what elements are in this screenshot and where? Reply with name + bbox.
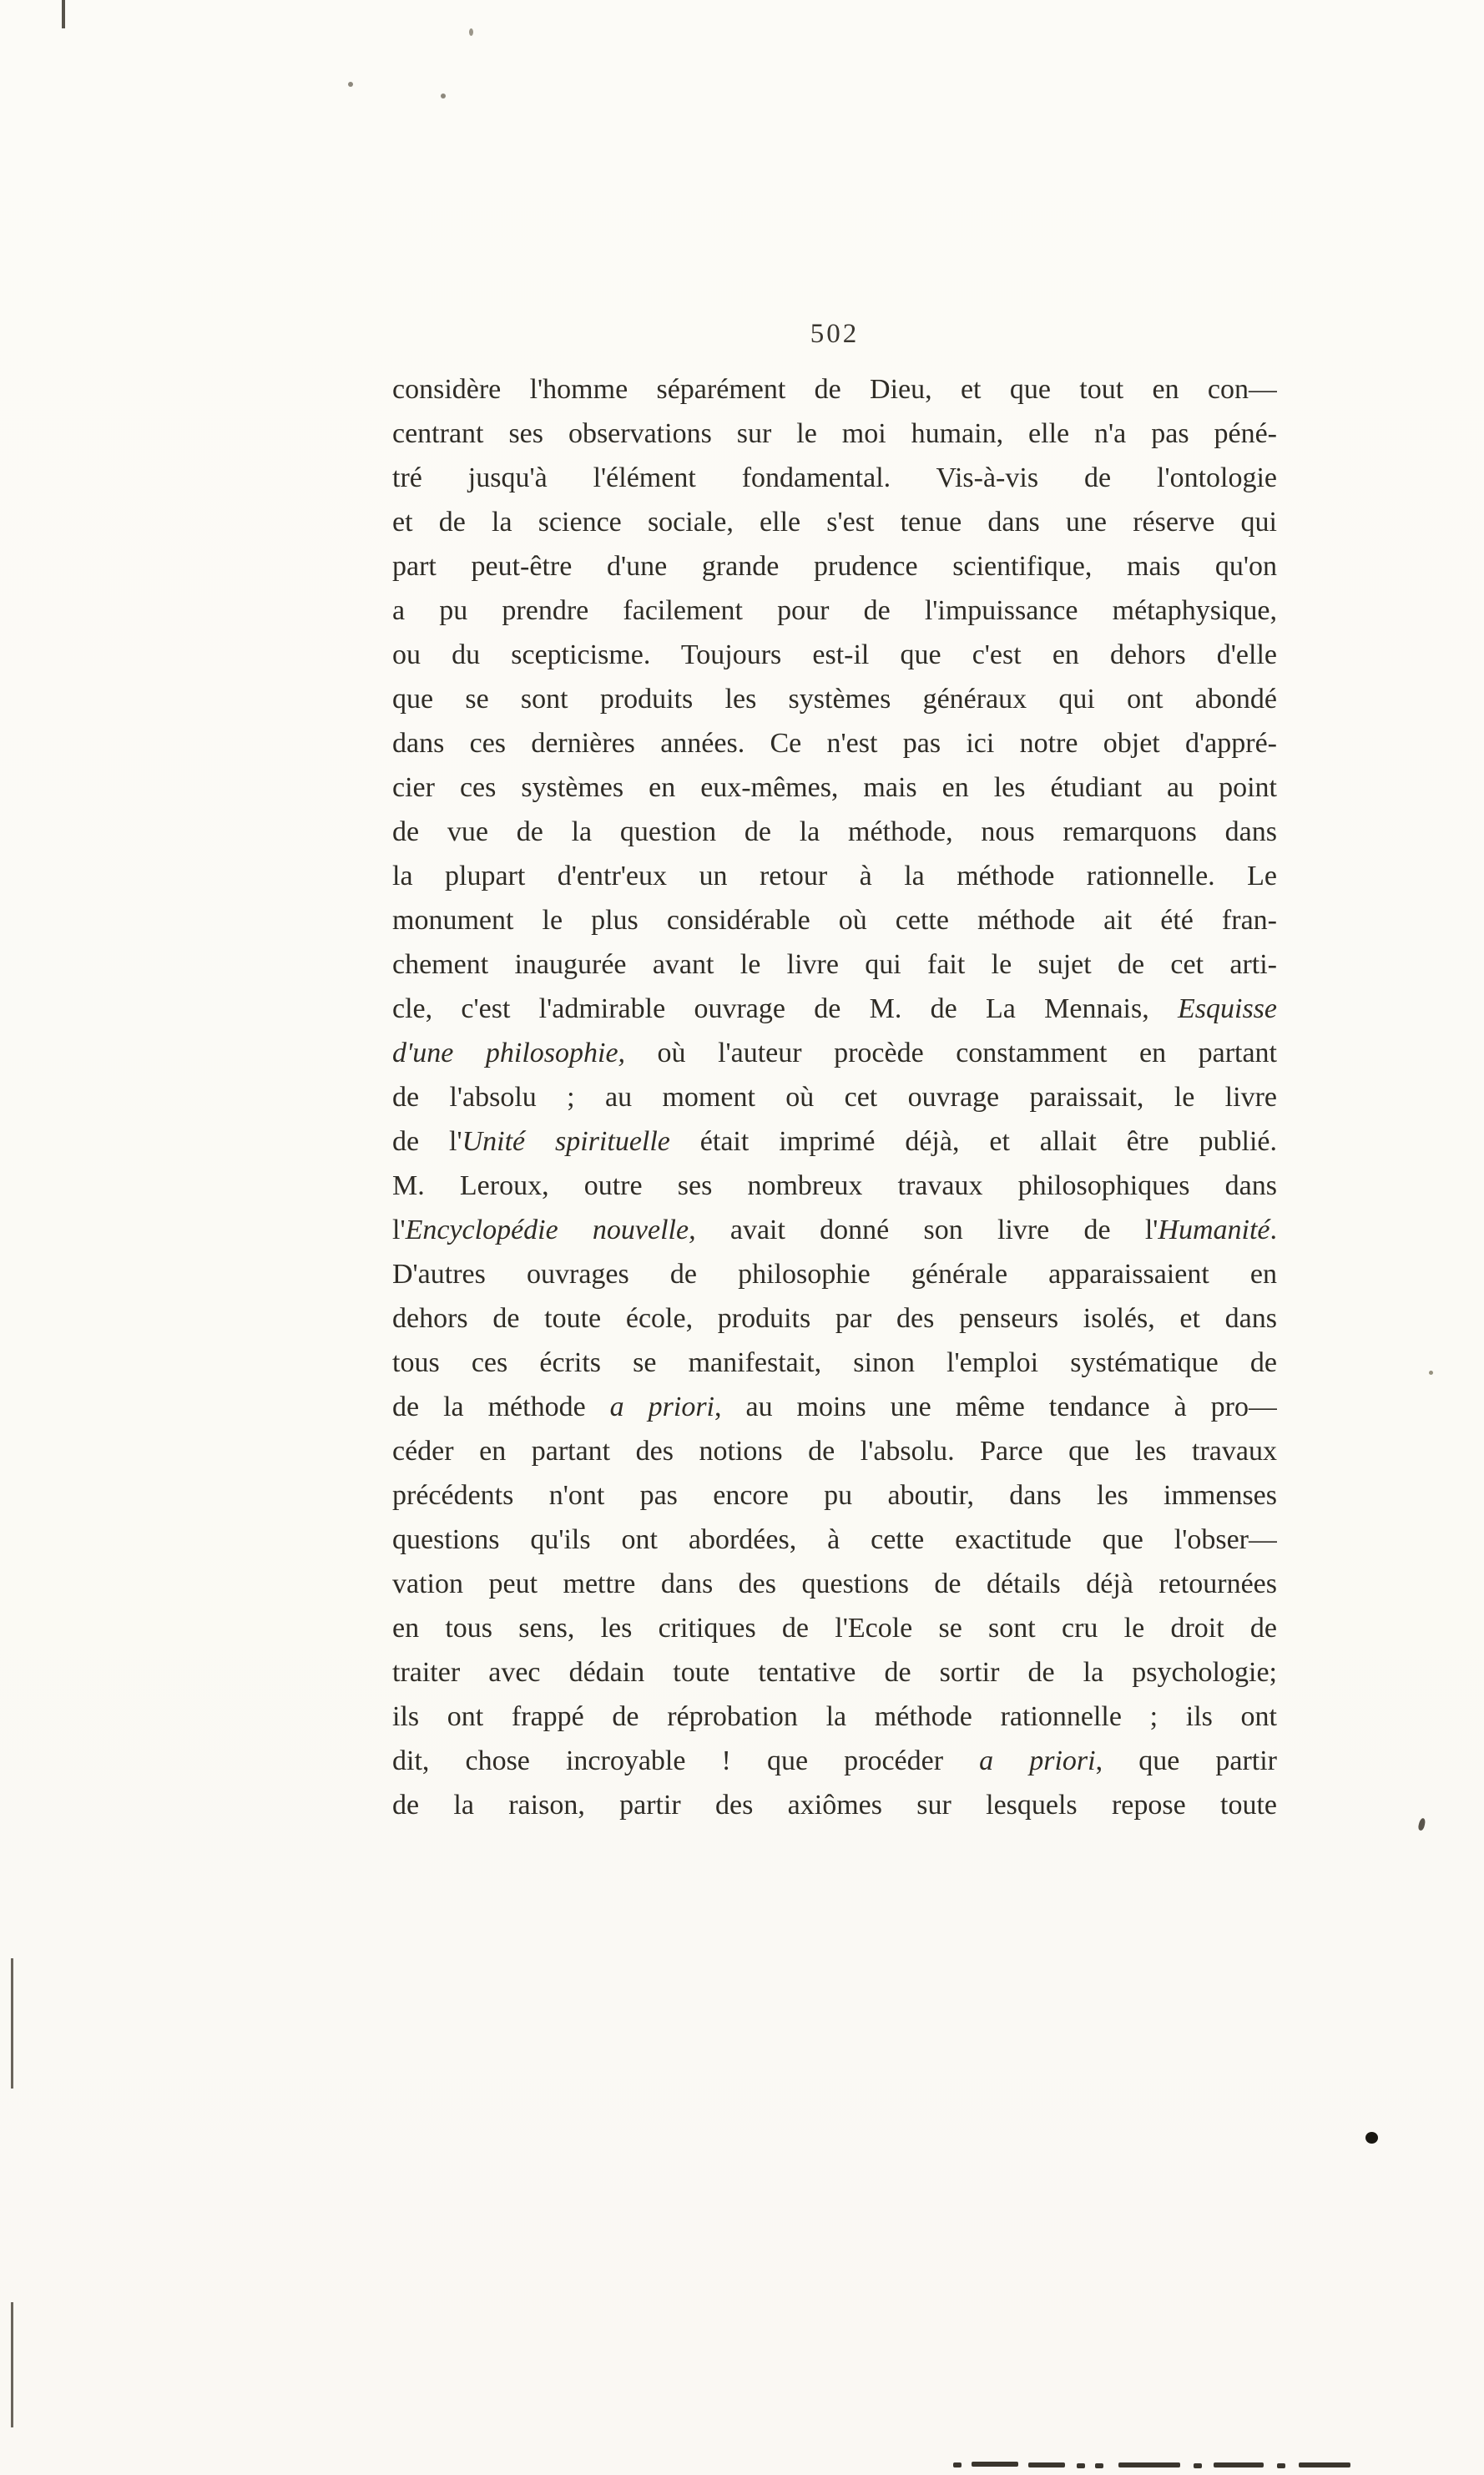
text-segment: cier ces systèmes en eux-mêmes, mais en les étudiant au point — [392, 772, 1277, 803]
italic-text-segment: Encyclopédie nouvelle, — [405, 1215, 696, 1245]
text-segment: . — [1269, 1215, 1277, 1245]
bleed-mark — [1299, 2462, 1350, 2467]
bleed-mark — [1118, 2462, 1180, 2467]
text-line — [392, 810, 1277, 854]
text-segment: avait donné son livre de l' — [695, 1215, 1158, 1245]
text-line — [392, 1562, 1277, 1606]
text-segment: monument le plus considérable où cette méthode ait été fran- — [392, 905, 1277, 936]
text-segment: tous ces écrits se manifestait, sinon l'emploi systématique de — [392, 1347, 1277, 1378]
text-line — [392, 1473, 1277, 1518]
text-segment: de la méthode — [392, 1392, 610, 1422]
text-segment: part peut-être d'une grande prudence scientifique, mais qu'on — [392, 551, 1277, 582]
text-segment: considère l'homme séparément de Dieu, et que tout en con— — [392, 374, 1277, 405]
text-segment: l' — [392, 1215, 406, 1245]
italic-text-segment: a priori — [609, 1392, 714, 1422]
text-segment: , que partir — [1095, 1745, 1277, 1776]
left-margin-mark — [11, 2302, 13, 2427]
text-line — [392, 633, 1277, 677]
text-line — [392, 1650, 1277, 1695]
text-line — [392, 1385, 1277, 1429]
stray-comma-mark — [1417, 1817, 1426, 1831]
text-segment: a pu prendre facilement pour de l'impuissance métaphysique, — [392, 595, 1277, 626]
text-segment: était imprimé déjà, et allait être publié. — [669, 1126, 1277, 1157]
text-segment: de vue de la question de la méthode, nous remarquons dans — [392, 816, 1277, 847]
text-segment: de l'absolu ; au moment où cet ouvrage paraissait, le livre — [392, 1082, 1277, 1113]
text-segment: que se sont produits les systèmes généraux qui ont abondé — [392, 684, 1277, 715]
text-segment: en tous sens, les critiques de l'Ecole se sont cru le droit de — [392, 1613, 1277, 1644]
text-segment: chement inaugurée avant le livre qui fait le sujet de cet arti- — [392, 949, 1277, 980]
text-segment: D'autres ouvrages de philosophie générale apparaissaient en — [392, 1259, 1277, 1290]
bleed-mark — [1214, 2462, 1264, 2467]
bleed-mark — [1277, 2463, 1285, 2468]
text-line — [392, 854, 1277, 898]
bleed-mark — [1194, 2463, 1202, 2468]
text-line — [392, 765, 1277, 810]
text-line — [392, 942, 1277, 987]
text-line — [392, 987, 1277, 1031]
text-segment: tré jusqu'à l'élément fondamental. Vis-à-vis de l'ontologie — [392, 462, 1277, 493]
bleed-mark — [1028, 2462, 1065, 2467]
text-line — [392, 1518, 1277, 1562]
italic-text-segment: a priori — [979, 1745, 1096, 1776]
text-segment: précédents n'ont pas encore pu aboutir, dans les immenses — [392, 1480, 1277, 1511]
page-number: 502 — [810, 319, 860, 349]
text-segment: dit, chose incroyable ! que procéder — [392, 1745, 980, 1776]
italic-text-segment: d'une philosophie, — [392, 1038, 626, 1068]
text-segment: de l' — [392, 1126, 462, 1157]
text-line — [392, 1075, 1277, 1119]
speck — [1429, 1371, 1433, 1375]
text-line — [392, 677, 1277, 721]
text-line — [392, 1164, 1277, 1208]
text-line — [392, 1341, 1277, 1385]
text-line — [392, 1208, 1277, 1252]
text-line — [392, 721, 1277, 765]
text-line — [392, 500, 1277, 544]
text-line — [392, 1119, 1277, 1164]
text-line — [392, 1739, 1277, 1783]
italic-text-segment: Unité spirituelle — [462, 1126, 670, 1157]
text-line — [392, 1031, 1277, 1075]
top-left-edge-mark — [62, 0, 65, 28]
text-line — [392, 1252, 1277, 1296]
text-segment: M. Leroux, outre ses nombreux travaux philosophiques dans — [392, 1170, 1277, 1201]
text-segment: traiter avec dédain toute tentative de sortir de la psychologie; — [392, 1657, 1277, 1688]
bleed-mark — [972, 2462, 1018, 2467]
speck — [348, 82, 353, 87]
text-segment: centrant ses observations sur le moi humain, elle n'a pas péné- — [392, 418, 1277, 449]
text-line — [392, 412, 1277, 456]
text-segment: ils ont frappé de réprobation la méthode rationnelle ; ils ont — [392, 1701, 1277, 1732]
text-line — [392, 456, 1277, 500]
left-margin-mark — [11, 1958, 13, 2089]
italic-text-segment: Esquisse — [1178, 993, 1277, 1024]
bleed-mark — [1077, 2463, 1085, 2468]
text-segment: , au moins une même tendance à pro— — [714, 1392, 1277, 1422]
speck — [441, 93, 446, 98]
text-line — [392, 1783, 1277, 1827]
text-segment: où l'auteur procède constamment en partant — [625, 1038, 1277, 1068]
text-line — [392, 1429, 1277, 1473]
text-line — [392, 367, 1277, 412]
text-line — [392, 588, 1277, 633]
text-segment: et de la science sociale, elle s'est tenue dans une réserve qui — [392, 507, 1277, 538]
speck — [469, 28, 473, 36]
text-segment: cle, c'est l'admirable ouvrage de M. de La Mennais, — [392, 993, 1178, 1024]
text-segment: de la raison, partir des axiômes sur lesquels repose toute — [392, 1790, 1277, 1821]
text-segment: dans ces dernières années. Ce n'est pas ici notre objet d'appré- — [392, 728, 1277, 759]
italic-text-segment: Humanité — [1158, 1215, 1270, 1245]
text-segment: céder en partant des notions de l'absolu. Parce que les travaux — [392, 1436, 1277, 1467]
text-line — [392, 1296, 1277, 1341]
bleed-mark — [1095, 2463, 1103, 2468]
page-text — [392, 367, 1277, 1827]
bleed-mark — [953, 2462, 962, 2467]
text-line — [392, 544, 1277, 588]
ink-dot — [1365, 2132, 1378, 2144]
text-line — [392, 1695, 1277, 1739]
text-segment: dehors de toute école, produits par des penseurs isolés, et dans — [392, 1303, 1277, 1334]
text-segment: questions qu'ils ont abordées, à cette exactitude que l'obser— — [392, 1524, 1277, 1555]
text-line — [392, 1606, 1277, 1650]
text-segment: ou du scepticisme. Toujours est-il que c'est en dehors d'elle — [392, 639, 1277, 670]
text-segment: vation peut mettre dans des questions de détails déjà retournées — [392, 1568, 1277, 1599]
text-segment: la plupart d'entr'eux un retour à la méthode rationnelle. Le — [392, 861, 1277, 892]
text-line — [392, 898, 1277, 942]
